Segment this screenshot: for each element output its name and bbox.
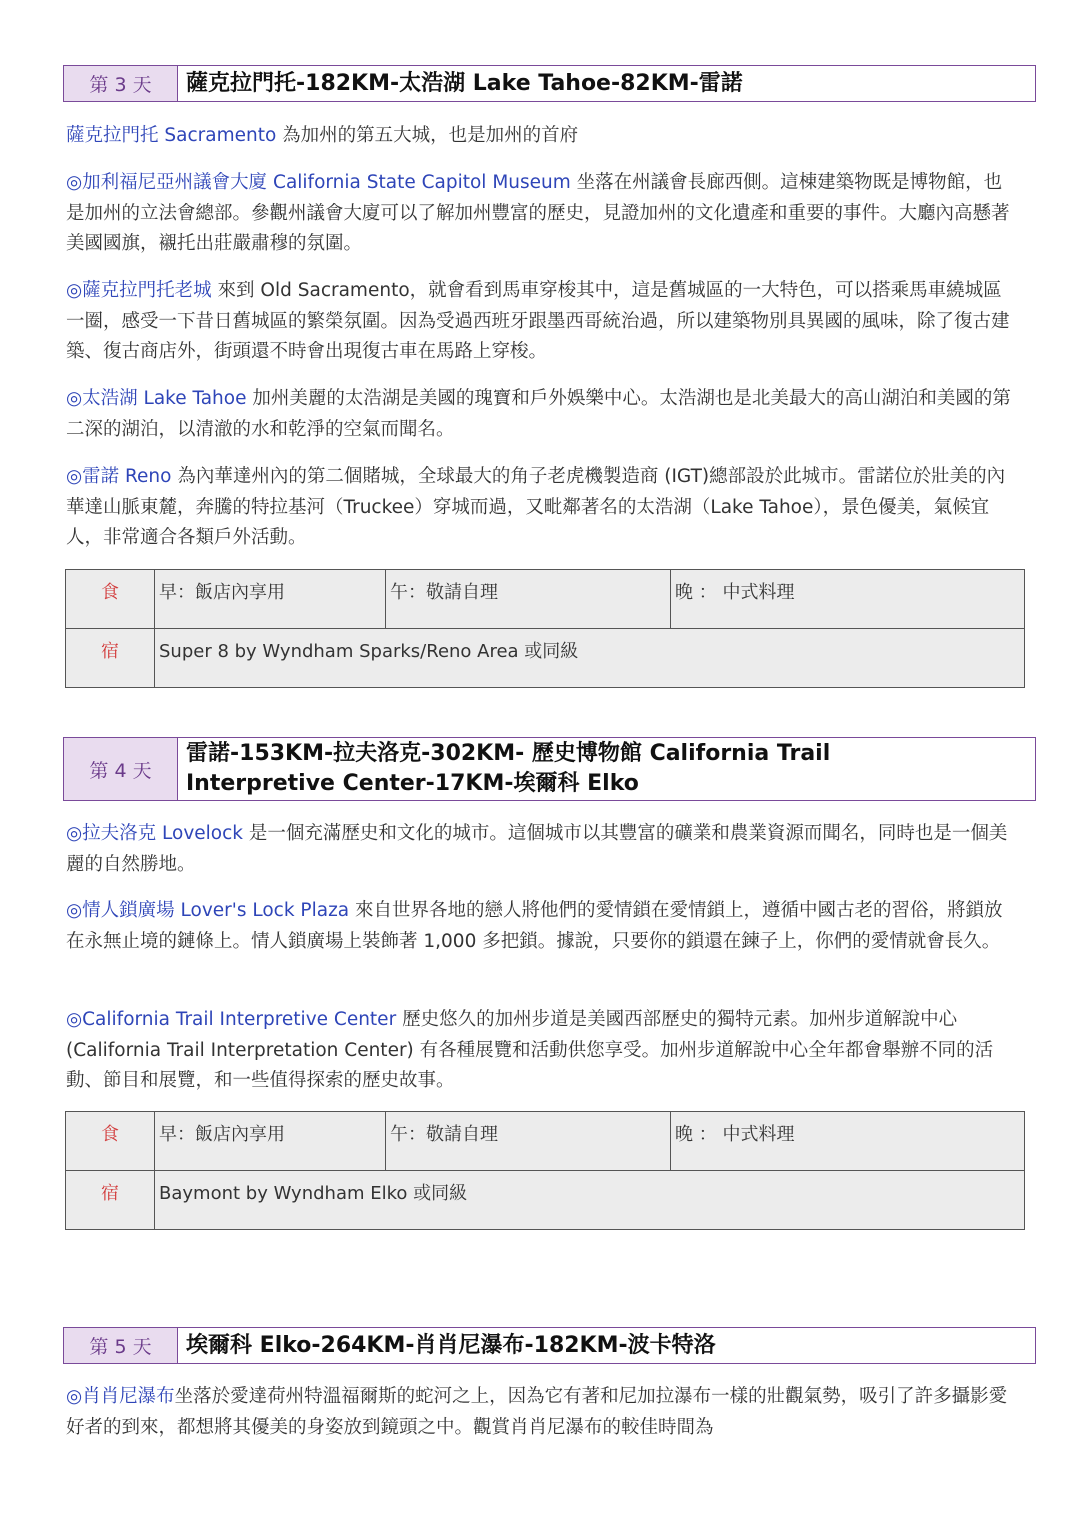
day4-meal-table [65, 1111, 1025, 1230]
day3-reno-text: 為內華達州內的第二個賭城，全球最大的角子老虎機製造商 (IGT)總部設於此城市。雷諾位於壯美的內華達山脈東麓，奔騰的特拉基河（Truckee）穿城而過，又毗鄰著名的太浩湖（Lake Tahoe），景色優美，氣候宜人，非常適合各類戶外活動。 [66, 466, 1006, 548]
day5-falls-text: 坐落於愛達荷州特溫福爾斯的蛇河之上，因為它有著和尼加拉瀑布一樣的壯觀氣勢，吸引了許多攝影愛好者的到來，都想將其優美的身姿放到鏡頭之中。觀賞肖肖尼瀑布的較佳時間為 [66, 1386, 1008, 1438]
day3-intro-highlight: 薩克拉門托 Sacramento [66, 125, 277, 146]
day3-lunch: 午：敬請自理 [386, 570, 671, 629]
day3-hotel-label: 宿 [66, 629, 155, 688]
day4-title [178, 738, 1035, 800]
day4-lovelock [66, 819, 1016, 880]
day3-hotel-name: Super 8 by Wyndham Sparks/Reno Area 或同級 [155, 629, 1025, 688]
day3-hotel-row [66, 629, 1025, 688]
day4-breakfast: 早：飯店內享用 [155, 1112, 386, 1171]
day4-lockplaza-highlight: ◎情人鎖廣場 Lover's Lock Plaza [66, 900, 350, 921]
day3-reno [66, 462, 1016, 554]
day3-reno-highlight: ◎雷諾 Reno [66, 466, 172, 487]
day3-meal-row [66, 570, 1025, 629]
day3-oldtown [66, 276, 1016, 368]
day3-breakfast: 早：飯店內享用 [155, 570, 386, 629]
day4-hotel-name: Baymont by Wyndham Elko 或同級 [155, 1171, 1025, 1230]
day3-tahoe-highlight: ◎太浩湖 Lake Tahoe [66, 388, 247, 409]
day4-hotel-label: 宿 [66, 1171, 155, 1230]
day4-trailcenter-text: 歷史悠久的加州步道是美國西部歷史的獨特元素。加州步道解說中心 (California Trail Interpretation Center) 有各種展覽和活動供您享受。加州步道解說中心全年都會舉辦不同的活動、節目和展覽，和一些值得探索的歷史故事。 [66, 1009, 994, 1091]
day3-capitol [66, 168, 1016, 260]
day4-trailcenter-highlight: ◎California Trail Interpretive Center [66, 1009, 397, 1030]
day3-oldtown-highlight: ◎薩克拉門托老城 [66, 280, 212, 301]
day3-meal-label: 食 [66, 570, 155, 629]
day5-falls [66, 1382, 1016, 1443]
day5-falls-highlight: ◎肖肖尼瀑布 [66, 1386, 175, 1407]
day3-tahoe [66, 384, 1016, 445]
day3-oldtown-text: 來到 Old Sacramento，就會看到馬車穿梭其中，這是舊城區的一大特色，可以搭乘馬車繞城區一圈，感受一下昔日舊城區的繁榮氛圍。因為受過西班牙跟墨西哥統治過，所以建築物別具異國的風味，除了復古建築、復古商店外，街頭還不時會出現復古車在馬路上穿梭。 [66, 280, 1010, 362]
day4-trailcenter [66, 1005, 1016, 1097]
day4-dinner: 晚 ： 中式料理 [671, 1112, 1025, 1171]
day3-tahoe-text: 加州美麗的太浩湖是美國的瑰寶和戶外娛樂中心。太浩湖也是北美最大的高山湖泊和美國的第二深的湖泊，以清澈的水和乾淨的空氣而聞名。 [66, 388, 1011, 440]
day3-capitol-highlight: ◎加利福尼亞州議會大廈 California State Capitol Museum [66, 172, 571, 193]
day3-intro-text: 為加州的第五大城，也是加州的首府 [276, 125, 579, 146]
day3-title: 薩克拉門托-182KM-太浩湖 Lake Tahoe-82KM-雷諾 [186, 71, 743, 96]
day4-hotel-row [66, 1171, 1025, 1230]
day4-lovelock-highlight: ◎拉夫洛克 Lovelock [66, 823, 243, 844]
day4-meal-label: 食 [66, 1112, 155, 1171]
day4-title-line2: Interpretive Center-17KM-埃爾科 Elko [186, 771, 639, 796]
day4-lockplaza [66, 896, 1016, 957]
day5-header [63, 1327, 1036, 1364]
day3-label: 第 3 天 [64, 66, 178, 101]
day5-label: 第 5 天 [64, 1328, 178, 1363]
day4-lunch: 午：敬請自理 [386, 1112, 671, 1171]
day3-intro [66, 121, 1016, 152]
day4-lockplaza-text: 來自世界各地的戀人將他們的愛情鎖在愛情鎖上，遵循中國古老的習俗，將鎖放在永無止境的鏈條上。情人鎖廣場上裝飾著 1,000 多把鎖。據說，只要你的鎖還在鍊子上，你們的愛情就會長久。 [66, 900, 1003, 952]
day4-meal-row [66, 1112, 1025, 1171]
day4-label: 第 4 天 [64, 738, 178, 800]
day4-title-line1: 雷諾-153KM-拉夫洛克-302KM- 歷史博物館 California Trail [186, 741, 831, 766]
day4-lovelock-text: 是一個充滿歷史和文化的城市。這個城市以其豐富的礦業和農業資源而聞名，同時也是一個美麗的自然勝地。 [66, 823, 1008, 875]
day5-title: 埃爾科 Elko-264KM-肖肖尼瀑布-182KM-波卡特洛 [186, 1333, 716, 1358]
day3-meal-table [65, 569, 1025, 688]
day3-capitol-text: 坐落在州議會長廊西側。這棟建築物既是博物館，也是加州的立法會總部。參觀州議會大廈可以了解加州豐富的歷史，見證加州的文化遺產和重要的事件。大廳內高懸著美國國旗，襯托出莊嚴肅穆的氛圍。 [66, 172, 1010, 254]
day4-header [63, 737, 1036, 801]
day3-dinner: 晚 ： 中式料理 [671, 570, 1025, 629]
day3-header [63, 65, 1036, 102]
